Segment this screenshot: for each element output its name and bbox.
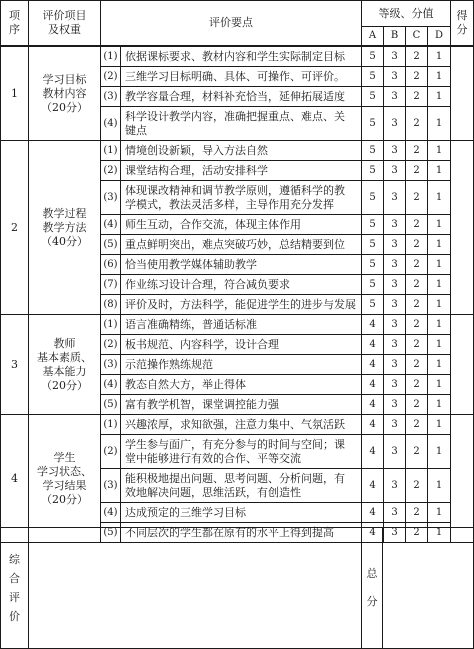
grade-score[interactable]: 1 <box>427 274 451 295</box>
item-index: (6) <box>100 254 121 275</box>
grade-score[interactable]: 4 <box>361 414 384 435</box>
grade-b: B <box>383 26 406 46</box>
grade-score[interactable]: 4 <box>361 374 384 395</box>
grade-score[interactable]: 2 <box>405 180 428 215</box>
header-dengji: 等级、分值 <box>361 0 451 27</box>
grade-c: C <box>405 26 428 46</box>
item-text: 能积极地提出问题、思考问题、分析问题，有 效地解决问题，思维活跃，有创造性 <box>120 468 362 503</box>
item-text: 不同层次的学生都在原有的水平上得到提高 <box>120 522 362 543</box>
section-number: 1 <box>0 46 29 141</box>
item-index: (1) <box>100 46 121 67</box>
header-xiangmu: 评价项目 及权重 <box>28 0 101 46</box>
grade-score[interactable]: 2 <box>405 234 428 255</box>
grade-score[interactable]: 5 <box>361 66 384 87</box>
grade-score[interactable]: 4 <box>361 434 384 469</box>
grade-score[interactable]: 2 <box>405 66 428 87</box>
grade-score[interactable]: 3 <box>383 160 406 181</box>
grade-score[interactable]: 2 <box>405 160 428 181</box>
grade-score[interactable]: 3 <box>383 502 406 523</box>
grade-score[interactable]: 2 <box>405 354 428 375</box>
grade-score[interactable]: 3 <box>383 86 406 107</box>
item-index: (3) <box>100 180 121 215</box>
section-score[interactable] <box>450 140 474 315</box>
grade-score[interactable]: 1 <box>427 468 451 503</box>
item-index: (2) <box>100 66 121 87</box>
item-text: 情境创设新颖，导入方法自然 <box>120 140 362 161</box>
item-text: 三维学习目标明确、具体、可操作、可评价。 <box>120 66 362 87</box>
grade-score[interactable]: 2 <box>405 294 428 315</box>
grade-score[interactable]: 2 <box>405 334 428 355</box>
grade-score[interactable]: 1 <box>427 394 451 415</box>
section-score[interactable] <box>450 414 474 543</box>
grade-score[interactable]: 3 <box>383 394 406 415</box>
header-defen: 得 分 <box>450 0 474 46</box>
item-text: 依据课标要求、教材内容和学生实际制定目标 <box>120 46 362 67</box>
grade-score[interactable]: 2 <box>405 86 428 107</box>
grade-score[interactable]: 2 <box>405 468 428 503</box>
grade-score[interactable]: 3 <box>383 334 406 355</box>
grade-a: A <box>361 26 384 46</box>
section-title: 学生 学习状态、 学习结果 （20分） <box>28 414 101 543</box>
grade-score[interactable]: 3 <box>383 414 406 435</box>
grade-score[interactable]: 2 <box>405 46 428 67</box>
grade-score[interactable]: 1 <box>427 234 451 255</box>
item-index: (4) <box>100 502 121 523</box>
item-index: (1) <box>100 314 121 335</box>
grade-score[interactable]: 2 <box>405 214 428 235</box>
grade-score[interactable]: 2 <box>405 522 428 543</box>
grade-score[interactable]: 2 <box>405 394 428 415</box>
total-score[interactable] <box>382 527 474 649</box>
grade-score[interactable]: 3 <box>383 214 406 235</box>
grade-score[interactable]: 4 <box>361 334 384 355</box>
grade-score[interactable]: 5 <box>361 160 384 181</box>
grade-score[interactable]: 4 <box>361 314 384 335</box>
item-text: 重点鲜明突出，难点突破巧妙，总结精要到位 <box>120 234 362 255</box>
total-label: 总 分 <box>361 527 383 649</box>
grade-score[interactable]: 1 <box>427 374 451 395</box>
grade-score[interactable]: 4 <box>361 354 384 375</box>
grade-score[interactable]: 1 <box>427 502 451 523</box>
grade-score[interactable]: 3 <box>383 354 406 375</box>
item-index: (5) <box>100 522 121 543</box>
item-index: (2) <box>100 334 121 355</box>
item-text: 恰当使用教学媒体辅助教学 <box>120 254 362 275</box>
grade-score[interactable]: 1 <box>427 106 451 141</box>
grade-score[interactable]: 3 <box>383 106 406 141</box>
grade-score[interactable]: 2 <box>405 414 428 435</box>
item-text: 语言准确精练，普通话标准 <box>120 314 362 335</box>
grade-score[interactable]: 4 <box>361 394 384 415</box>
grade-score[interactable]: 1 <box>427 66 451 87</box>
grade-score[interactable]: 5 <box>361 214 384 235</box>
item-index: (1) <box>100 414 121 435</box>
grade-score[interactable]: 3 <box>383 66 406 87</box>
grade-score[interactable]: 1 <box>427 160 451 181</box>
item-text: 课堂结构合理，活动安排科学 <box>120 160 362 181</box>
grade-score[interactable]: 5 <box>361 234 384 255</box>
item-text: 评价及时，方法科学，能促进学生的进步与发展 <box>120 294 362 315</box>
grade-score[interactable]: 1 <box>427 522 451 543</box>
grade-score[interactable]: 4 <box>361 522 384 543</box>
grade-score[interactable]: 2 <box>405 106 428 141</box>
grade-score[interactable]: 5 <box>361 86 384 107</box>
section-score[interactable] <box>450 46 474 141</box>
grade-score[interactable]: 4 <box>361 502 384 523</box>
item-index: (3) <box>100 86 121 107</box>
section-title: 教学过程 教学方法 （40分） <box>28 140 101 315</box>
grade-score[interactable]: 3 <box>383 254 406 275</box>
item-text: 板书规范、内容科学，设计合理 <box>120 334 362 355</box>
item-text: 示范操作熟练规范 <box>120 354 362 375</box>
section-score[interactable] <box>450 314 474 415</box>
item-text: 体现课改精神和调节教学原则，遵循科学的教 学模式，教法灵活多样，主导作用充分发挥 <box>120 180 362 215</box>
grade-score[interactable]: 2 <box>405 254 428 275</box>
grade-score[interactable]: 3 <box>383 374 406 395</box>
grade-d: D <box>427 26 451 46</box>
item-text: 学生参与面广，有充分参与的时间与空间；课 堂中能够进行有效的合作、平等交流 <box>120 434 362 469</box>
grade-score[interactable]: 5 <box>361 140 384 161</box>
grade-score[interactable]: 4 <box>361 468 384 503</box>
grade-score[interactable]: 3 <box>383 234 406 255</box>
item-index: (8) <box>100 294 121 315</box>
grade-score[interactable]: 1 <box>427 334 451 355</box>
grade-score[interactable]: 3 <box>383 434 406 469</box>
grade-score[interactable]: 2 <box>405 502 428 523</box>
grade-score[interactable]: 1 <box>427 254 451 275</box>
footer-label: 综 合 评 价 <box>0 527 29 649</box>
grade-score[interactable]: 1 <box>427 214 451 235</box>
grade-score[interactable]: 1 <box>427 294 451 315</box>
item-index: (4) <box>100 106 121 141</box>
item-index: (4) <box>100 374 121 395</box>
item-index: (2) <box>100 160 121 181</box>
item-text: 作业练习设计合理，符合减负要求 <box>120 274 362 295</box>
grade-score[interactable]: 5 <box>361 180 384 215</box>
section-number: 2 <box>0 140 29 315</box>
item-index: (1) <box>100 140 121 161</box>
grade-score[interactable]: 2 <box>405 314 428 335</box>
grade-score[interactable]: 3 <box>383 294 406 315</box>
grade-score[interactable]: 1 <box>427 180 451 215</box>
grade-score[interactable]: 1 <box>427 46 451 67</box>
grade-score[interactable]: 1 <box>427 414 451 435</box>
grade-score[interactable]: 1 <box>427 354 451 375</box>
grade-score[interactable]: 3 <box>383 140 406 161</box>
section-title: 教师 基本素质、 基本能力 （20分） <box>28 314 101 415</box>
item-text: 兴趣浓厚，求知欲强，注意力集中、气氛活跃 <box>120 414 362 435</box>
header-yaodian: 评价要点 <box>100 0 362 46</box>
item-index: (4) <box>100 214 121 235</box>
grade-score[interactable]: 3 <box>383 180 406 215</box>
grade-score[interactable]: 2 <box>405 434 428 469</box>
grade-score[interactable]: 5 <box>361 254 384 275</box>
grade-score[interactable]: 3 <box>383 522 406 543</box>
grade-score[interactable]: 5 <box>361 106 384 141</box>
item-index: (2) <box>100 434 121 469</box>
item-text: 师生互动，合作交流，体现主体作用 <box>120 214 362 235</box>
grade-score[interactable]: 1 <box>427 314 451 335</box>
grade-score[interactable]: 5 <box>361 274 384 295</box>
grade-score[interactable]: 2 <box>405 274 428 295</box>
item-text: 教学容量合理，材料补充恰当，延伸拓展适度 <box>120 86 362 107</box>
item-text: 富有教学机智，课堂调控能力强 <box>120 394 362 415</box>
section-number: 4 <box>0 414 29 543</box>
grade-score[interactable]: 1 <box>427 86 451 107</box>
grade-score[interactable]: 3 <box>383 46 406 67</box>
item-index: (3) <box>100 354 121 375</box>
item-index: (3) <box>100 468 121 503</box>
item-text: 科学设计教学内容，准确把握重点、难点、关 键点 <box>120 106 362 141</box>
grade-score[interactable]: 2 <box>405 374 428 395</box>
grade-score[interactable]: 1 <box>427 434 451 469</box>
item-text: 教态自然大方，举止得体 <box>120 374 362 395</box>
grade-score[interactable]: 5 <box>361 46 384 67</box>
section-title: 学习目标 教材内容 （20分） <box>28 46 101 141</box>
header-xiangxu: 项 序 <box>0 0 29 46</box>
comment-area[interactable] <box>28 527 362 649</box>
grade-score[interactable]: 2 <box>405 140 428 161</box>
item-index: (5) <box>100 394 121 415</box>
grade-score[interactable]: 3 <box>383 314 406 335</box>
grade-score[interactable]: 3 <box>383 274 406 295</box>
item-index: (7) <box>100 274 121 295</box>
section-number: 3 <box>0 314 29 415</box>
item-index: (5) <box>100 234 121 255</box>
grade-score[interactable]: 5 <box>361 294 384 315</box>
item-text: 达成预定的三维学习目标 <box>120 502 362 523</box>
grade-score[interactable]: 3 <box>383 468 406 503</box>
grade-score[interactable]: 1 <box>427 140 451 161</box>
